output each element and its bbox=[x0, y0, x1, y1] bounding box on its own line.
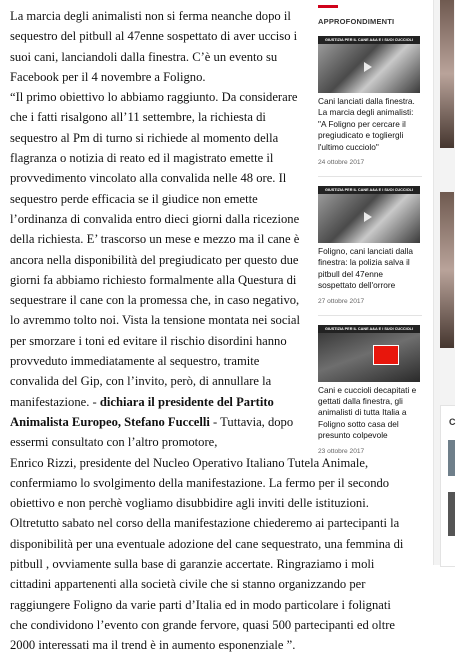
related-date: 27 ottobre 2017 bbox=[318, 297, 365, 305]
related-title[interactable]: Foligno, cani lanciati dalla finestra: la polizia salva il pitbull del 47enne sospettato dell'orrore bbox=[318, 246, 414, 291]
quote-continuation: - Tuttavia, dopo essermi consultato con l’altro promotore, bbox=[10, 414, 294, 450]
related-date: 23 ottobre 2017 bbox=[318, 447, 365, 455]
play-icon bbox=[364, 212, 372, 222]
widget-thumbnail[interactable] bbox=[448, 440, 455, 476]
related-articles-sidebar bbox=[318, 0, 422, 464]
article-paragraph-2 bbox=[10, 87, 306, 452]
related-title[interactable]: Cani lanciati dalla finestra. La marcia degli animalisti: "A Foligno per cercare il pregiudicato e togliergli l'ultimo cucciolo" bbox=[318, 96, 415, 152]
divider bbox=[318, 315, 422, 316]
heading-accent-bar bbox=[318, 5, 338, 8]
related-card-2[interactable] bbox=[318, 186, 422, 316]
thumbnail-image bbox=[318, 333, 420, 382]
widget-thumbnail[interactable] bbox=[448, 492, 455, 536]
widget-heading: C bbox=[449, 417, 456, 427]
thumbnail-caption: GIUSTIZIA PER IL CANE A&A E I SUOI CUCCIOLI bbox=[318, 186, 420, 194]
divider bbox=[318, 176, 422, 177]
red-box-icon bbox=[373, 345, 399, 365]
right-widget bbox=[440, 405, 455, 567]
related-thumbnail[interactable] bbox=[318, 36, 420, 93]
advertisement-banner[interactable] bbox=[440, 192, 454, 348]
related-card-1[interactable] bbox=[318, 36, 422, 177]
related-thumbnail[interactable] bbox=[318, 325, 420, 382]
related-thumbnail[interactable] bbox=[318, 186, 420, 243]
quote-attribution: dichiara il presidente del Partito Animalista Europeo, Stefano Fuccelli bbox=[10, 394, 274, 429]
article-paragraph-1: La marcia degli animalisti non si ferma neanche dopo il sequestro del pitbull al 47enne sospettato di aver ucciso i suoi cani, lanciandoli dalla finestra. C’è un evento su Facebook per il 4 novembre a Foligno. bbox=[10, 9, 298, 84]
advertisement-banner[interactable] bbox=[440, 0, 454, 148]
sidebar-heading: APPROFONDIMENTI bbox=[318, 17, 395, 26]
thumbnail-caption: GIUSTIZIA PER IL CANE A&A E I SUOI CUCCIOLI bbox=[318, 325, 420, 333]
related-date: 24 ottobre 2017 bbox=[318, 159, 365, 167]
related-card-3[interactable] bbox=[318, 325, 422, 455]
quote-text: “Il primo obiettivo lo abbiamo raggiunto. Da considerare che i fatti risalgono all’11 settembre, la richiesta di sequestro al Pm di turno si richiede al momento della flagranza o notizia di reato ed il magistrato emette il provvedimento vincolato alla convalida nelle 48 ore. Il sequestro perde efficacia se il giudice non emette l’ordinanza di convalida entro dieci giorni dalla ricezione della richiesta. E’ trascorso un mese e mezzo ma il cane è ancora nella disponibilità del pregiudicato per questo due giorni fa abbiamo richiesto formalmente alla Questura di sequestrare il cane con la promessa che, in caso negativo, lo avremmo tolto noi. Vista la tensione montata nei social per smorzare i toni ed evitare il rischio disordini hanno provveduto immediatamente al sequestro, tramite convalida del Gip, con l’invito, però, di annullare la manifestazione. - bbox=[10, 90, 301, 409]
thumbnail-caption: GIUSTIZIA PER IL CANE A&A E I SUOI CUCCIOLI bbox=[318, 36, 420, 44]
play-icon bbox=[364, 62, 372, 72]
related-title[interactable]: Cani e cuccioli decapitati e gettati dalla finestra, gli animalisti di tutta Italia a Foligno sotto casa del presunto colpevole bbox=[318, 384, 417, 441]
article-paragraph-3: Enrico Rizzi, presidente del Nucleo Operativo Italiano Tutela Animale, confermiamo lo svolgimento della manifestazione. La fermo per il secondo obiettivo e non perchè vogliamo disubbidire agli inviti delle istituzioni. Oltretutto sabato nel corso della manifestazione chiederemo ai partecipanti la disponibilità per una eventuale adozione del cane sequestrato, una femmina di pitbull , ovviamente sulla base di garanzie accertate. Ringraziamo i moli cittadini appartenenti alla società civile che si stanno organizzando per raggiungere Foligno da varie parti d’Italia ed in modo particolare i folignati che condividono l’evento con grande fervore, quasi 500 partecipanti ed oltre 2000 interessati ma il trend è in aumento esponenziale ”. bbox=[10, 455, 404, 653]
